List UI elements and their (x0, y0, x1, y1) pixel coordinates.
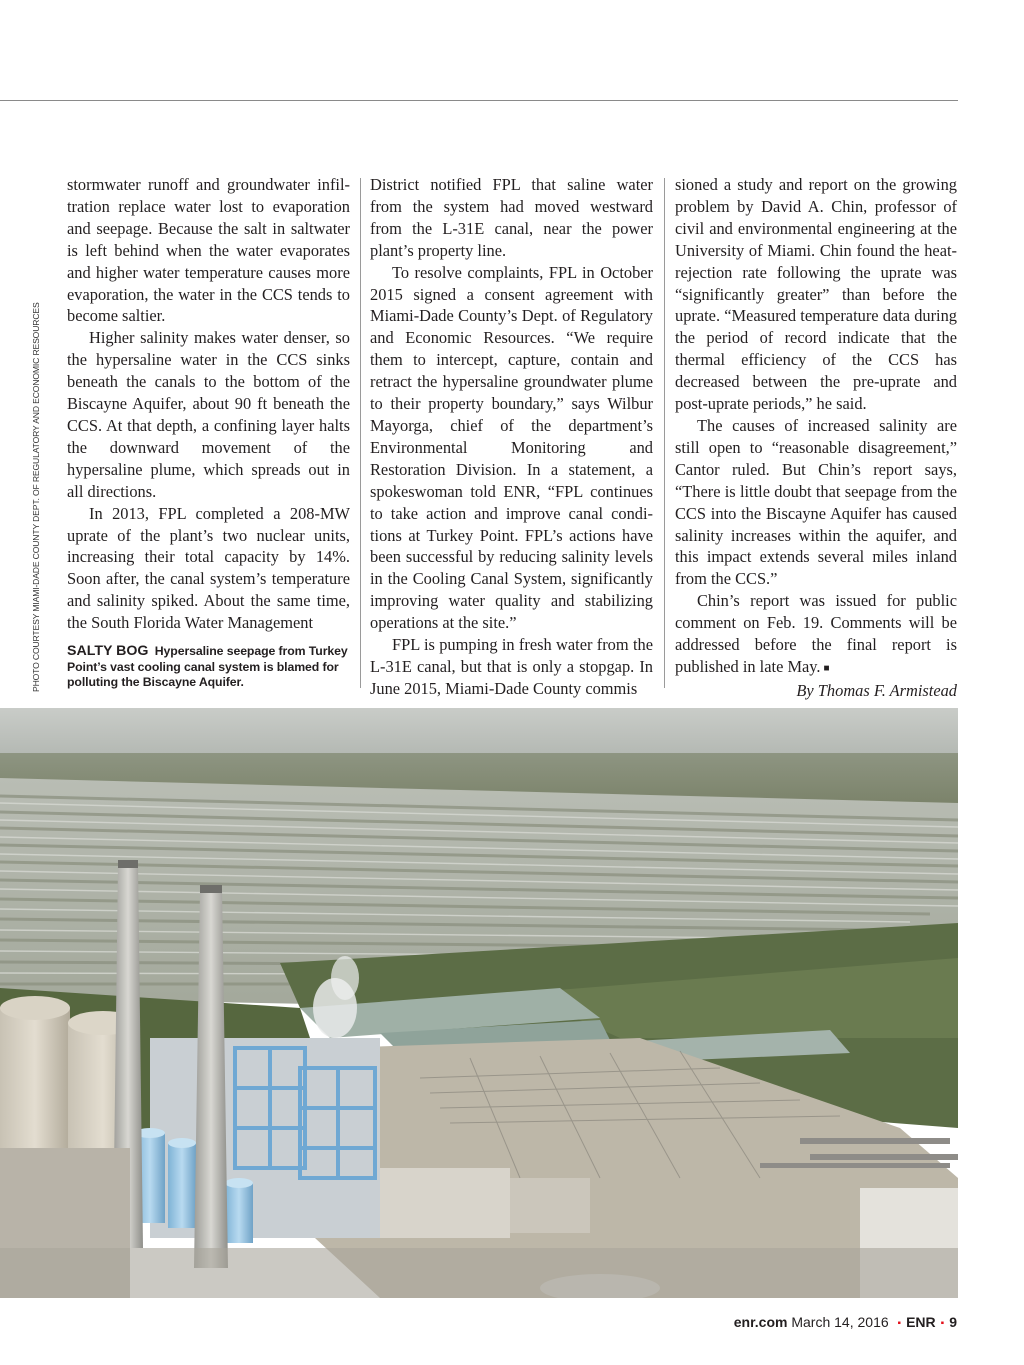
photo-credit: PHOTO COURTESY MIAMI-DADE COUNTY DEPT. OF REGULATORY AND ECONOMIC RESOURCES (31, 302, 41, 692)
column-divider (360, 178, 361, 688)
paragraph: stormwater runoff and groundwater infiltration replace water lost to evaporation and seepage. Because the salt in saltwater is left behind when the water evaporates and higher water temperature causes more evaporation, the water in the CCS tends to become saltier. (67, 175, 350, 326)
paragraph: To resolve complaints, FPL in October 2015 signed a consent agreement with Miami-Dade County’s Dept. of Regulatory and Economic Resources. “We require them to intercept, capture, contain and retract the hypersaline groundwater plume to their property boundary,” says Wilbur Mayorga, chief of the department’s Environmental Monitoring and Restoration Division. In a statement, a spokeswoman told ENR, “FPL continues to take action and improve canal conditions at Turkey Point. FPL’s actions have been successful by reducing salinity levels in the Cooling Canal System, significantly improving water quality and stabilizing operations at the site.” (370, 262, 653, 633)
paragraph: The causes of increased salinity are still open to “reasonable disagreement,” Cantor ruled. But Chin’s report says, “There is little doubt that seepage from the CCS into the Biscayne Aquifer has caused salinity increases within the aquifer, and this impact extends several miles inland from the CCS.” (675, 415, 957, 589)
paragraph: Higher salinity makes water denser, so the hypersaline water in the CCS sinks beneath the canals to the bottom of the Biscayne Aquifer, about 90 ft beneath the CCS. At that depth, a confining layer halts the downward movement of the hypersaline plume, which spreads out in all directions. (67, 328, 350, 501)
aerial-photo (0, 708, 958, 1298)
footer-brand: ENR (906, 1314, 936, 1330)
paragraph-text: Chin’s report was issued for public comment on Feb. 19. Comments will be addressed before the final report is published in late May. (675, 591, 957, 676)
paragraph: District notified FPL that saline water from the system had moved westward from the L-31E canal, near the power plant’s property line. (370, 175, 653, 260)
page-footer (734, 1314, 957, 1330)
aerial-photo-illustration (0, 708, 958, 1298)
header-rule (0, 100, 958, 101)
article-column-3 (675, 174, 957, 702)
paragraph (675, 590, 957, 680)
separator-icon: ▪ (897, 1318, 902, 1329)
caption-text: Hypersaline seepage from Turkey Point’s vast cooling canal system is blamed for polluting the Biscayne Aquifer. (67, 644, 348, 689)
article-column-2 (370, 174, 653, 700)
paragraph: sioned a study and report on the growing problem by David A. Chin, professor of civil and environmental engineering at the University of Miami. Chin found the heat-rejection rate following the uprate was “significantly greater” than before the uprate. “Measured temperature data during the period of record indicate that the thermal efficiency of the CCS has decreased between the pre-uprate and post-uprate periods,” he said. (675, 175, 957, 414)
page-number: 9 (949, 1314, 957, 1330)
article-column-1 (67, 174, 350, 634)
footer-date: March 14, 2016 (791, 1314, 889, 1330)
caption-lead: SALTY BOG (67, 643, 149, 659)
footer-site: enr.com (733, 1314, 788, 1330)
paragraph: FPL is pumping in fresh water from the L-31E canal, but that is only a stopgap. In June 2015, Miami-Dade County commis (370, 635, 653, 698)
separator-icon: ▪ (940, 1318, 945, 1329)
end-mark-icon: ■ (823, 662, 830, 674)
photo-caption (67, 644, 350, 691)
byline: By Thomas F. Armistead (796, 680, 957, 700)
paragraph: In 2013, FPL completed a 208-MW uprate of the plant’s two nuclear units, increasing their total capacity by 14%. Soon after, the canal system’s temperature and salinity spiked. About the same time, the South Florida Water Management (67, 503, 350, 633)
column-divider (664, 178, 665, 688)
